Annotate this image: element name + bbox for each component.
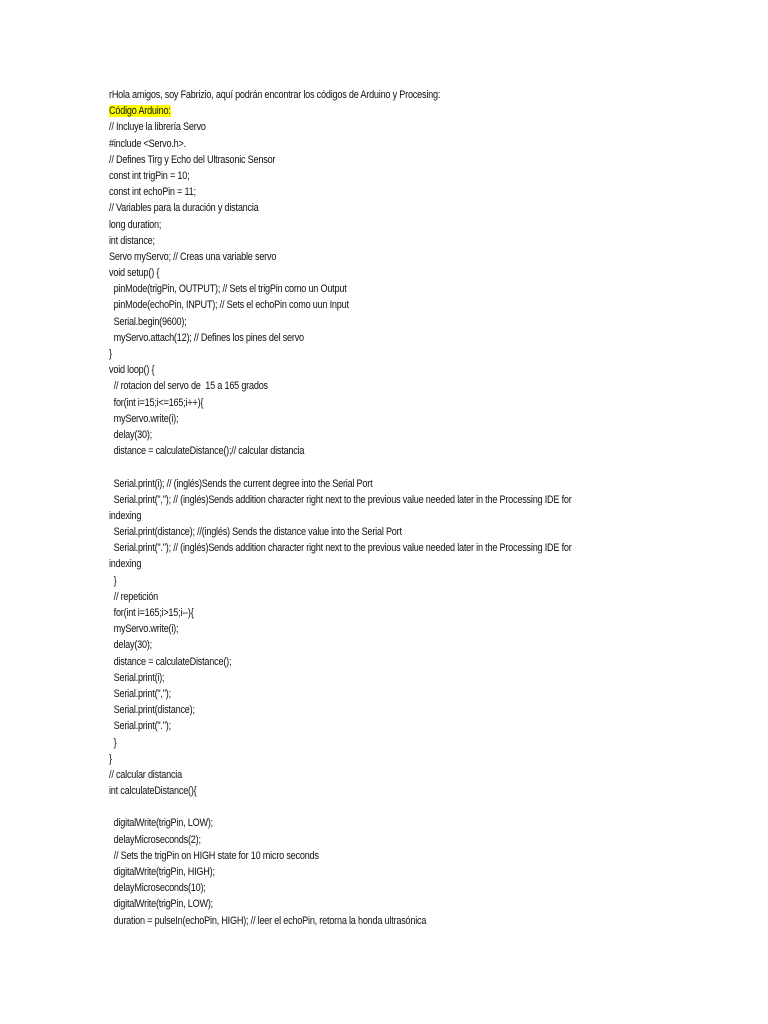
code-line: myServo.write(i); [109,412,179,425]
code-line: int calculateDistance(){ [109,785,197,798]
code-line: void setup() { [109,267,160,280]
code-line: // Defines Tirg y Echo del Ultrasonic Sensor [109,153,276,166]
code-line: } [109,348,112,360]
code-block [109,119,572,928]
section-heading: Código Arduino: [109,105,171,118]
code-line: Serial.print(","); // (inglés)Sends addition character right next to the previous value needed later in the Processing IDE for [109,493,572,506]
code-line: Serial.begin(9600); [109,315,187,328]
code-line: const int trigPin = 10; [109,169,190,182]
code-line: const int echoPin = 11; [109,186,196,199]
code-line: pinMode(trigPin, OUTPUT); // Sets el trigPin como un Output [109,283,347,296]
intro-text: rHola amigos, soy Fabrizio, aquí podrán encontrar los códigos de Arduino y Procesing: [109,89,441,101]
code-line: indexing [109,509,142,522]
code-line: pinMode(echoPin, INPUT); // Sets el echoPin como uun Input [109,299,349,312]
code-line: distance = calculateDistance(); [109,655,232,668]
code-line: Serial.print("."); [109,720,171,733]
code-line: // repetición [109,590,158,603]
code-line: delay(30); [109,428,152,441]
code-line: myServo.write(i); [109,623,179,636]
code-line: indexing [109,558,142,571]
code-line: myServo.attach(12); // Defines los pines del servo [109,331,304,344]
code-line: delayMicroseconds(2); [109,833,201,846]
code-line: digitalWrite(trigPin, LOW); [109,898,213,911]
code-line: } [109,736,117,749]
code-line: #include <Servo.h>. [109,137,186,150]
code-line: // Variables para la duración y distancia [109,202,259,215]
code-line [109,459,556,475]
code-line: for(int i=15;i<=165;i++){ [109,396,204,409]
code-line: Serial.print(i); // (inglés)Sends the current degree into the Serial Port [109,477,373,490]
code-line: delayMicroseconds(10); [109,882,206,895]
code-line: delay(30); [109,639,152,652]
code-line: Serial.print(","); [109,687,171,700]
code-line: int distance; [109,234,155,247]
code-line: } [109,752,112,765]
code-line: distance = calculateDistance();// calcular distancia [109,445,305,458]
code-line: // calcular distancia [109,768,182,781]
code-line: Serial.print("."); // (inglés)Sends addition character right next to the previous value needed later in the Processing IDE for [109,542,572,555]
code-line: void loop() { [109,364,155,377]
section-heading-line [109,103,556,119]
code-line: Serial.print(distance); //(inglés) Sends the distance value into the Serial Port [109,526,402,539]
code-line: // Sets the trigPin on HIGH state for 10 micro seconds [109,849,319,862]
code-line: } [109,574,117,587]
code-line: Servo myServo; // Creas una variable servo [109,250,277,263]
code-line: long duration; [109,218,162,231]
code-line [109,799,556,815]
code-line: Serial.print(i); [109,671,165,684]
code-line: digitalWrite(trigPin, HIGH); [109,866,215,878]
code-line: duration = pulseIn(echoPin, HIGH); // leer el echoPin, retorna la honda ultrasónica [109,914,427,927]
code-line: // rotacion del servo de 15 a 165 grados [109,380,268,393]
document-body [109,87,572,929]
code-line: digitalWrite(trigPin, LOW); [109,817,213,830]
code-line: // Incluye la librería Servo [109,121,206,134]
code-line: for(int i=165;i>15;i--){ [109,607,194,619]
code-line: Serial.print(distance); [109,704,195,717]
